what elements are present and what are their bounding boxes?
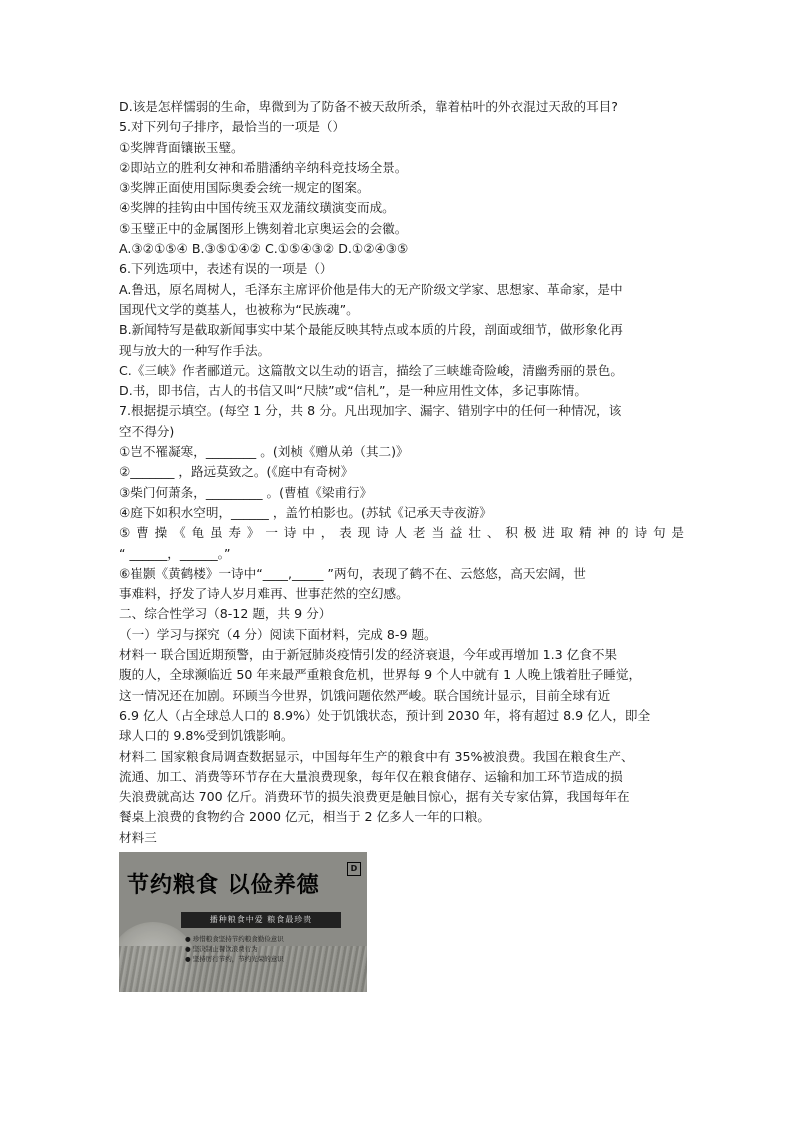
question-6-stem: 6.下列选项中，表述有误的一项是（） — [119, 261, 333, 277]
q7-blank-5-line-1: ⑤曹操《龟虽寿》一诗中，表现诗人老当益壮、积极进取精神的诗句是 — [119, 525, 684, 541]
q7-blank-4: ④庭下如积水空明，______ ，盖竹柏影也。(苏轼《记承天寺夜游》 — [119, 504, 492, 520]
poster-bullet-list — [185, 934, 345, 964]
question-7-stem-line-1: 7.根据提示填空。(每空 1 分，共 8 分。凡出现加字、漏字、错别字中的任何一种情况，该 — [119, 403, 622, 419]
material-1-line-5: 球人口的 9.8%受到饥饿影响。 — [119, 728, 294, 744]
question-5-stem: 5.对下列句子排序，最恰当的一项是（） — [119, 119, 346, 135]
material-2-line-1: 材料二 国家粮食局调查数据显示，中国每年生产的粮食中有 35%被浪费。我国在粮食生产、 — [119, 748, 634, 764]
poster-title: 节约粮食 以俭养德 — [127, 871, 320, 898]
material-1-line-4: 6.9 亿人（占全球总人口的 8.9%）处于饥饿状态，预计到 2030 年，将有超过 8.9 亿人，即全 — [119, 707, 651, 723]
q6-option-a-line-2: 国现代文学的奠基人，也被称为“民族魂”。 — [119, 301, 359, 317]
section-2-heading: 二、综合性学习（8-12 题，共 9 分） — [119, 606, 332, 622]
q7-blank-6-line-2: 事难料，抒发了诗人岁月难再、世事茫然的空幻感。 — [119, 586, 409, 602]
poster-bullet: ● 坚决制止餐饮浪费行为 — [185, 944, 258, 953]
poster-bullet: ● 坚持厉行节约，节约光荣的意识 — [185, 954, 284, 963]
q7-blank-1: ①岂不罹凝寒，________ 。(刘桢《赠从弟（其二)》 — [119, 444, 409, 460]
material-1-line-3: 这一情况还在加剧。环顾当今世界，饥饿问题依然严峻。联合国统计显示，目前全球有近 — [119, 687, 611, 703]
q7-blank-2: ②_______ ，路远莫致之。(《庭中有奇树》 — [119, 464, 354, 480]
material-3-label: 材料三 — [119, 829, 157, 845]
q5-sentence-2: ②即站立的胜利女神和希腊潘纳辛纳科竞技场全景。 — [119, 159, 408, 175]
q7-blank-3: ③柴门何萧条，_________ 。(曹植《梁甫行》 — [119, 484, 373, 500]
q7-blank-5-line-2: “ ______，______。” — [119, 545, 231, 561]
question-7-stem-line-2: 空不得分) — [119, 423, 175, 439]
material-2-line-3: 失浪费就高达 700 亿斤。消费环节的损失浪费更是触目惊心，据有关专家估算，我国每年在 — [119, 789, 630, 805]
q6-option-d: D.书，即书信，古人的书信又叫“尺牍”或“信札”，是一种应用性文体，多记事陈情。 — [119, 383, 587, 399]
q6-option-b-line-2: 现与放大的一种写作手法。 — [119, 342, 271, 358]
material-2-line-2: 流通、加工、消费等环节存在大量浪费现象，每年仅在粮食储存、运输和加工环节造成的损 — [119, 768, 623, 784]
q6-option-c: C.《三峡》作者郦道元。这篇散文以生动的语言，描绘了三峡雄奇险峻，清幽秀丽的景色。 — [119, 362, 623, 378]
q5-sentence-3: ③奖牌正面使用国际奥委会统一规定的图案。 — [119, 180, 370, 196]
q6-option-b-line-1: B.新闻特写是截取新闻事实中某个最能反映其特点或本质的片段，剖面或细节，做形象化再 — [119, 322, 623, 338]
q5-sentence-5: ⑤玉璧正中的金属图形上镌刻着北京奥运会的会徽。 — [119, 220, 408, 236]
material-2-line-4: 餐桌上浪费的食物约合 2000 亿元，相当于 2 亿多人一年的口粮。 — [119, 809, 490, 825]
q5-sentence-4: ④奖牌的挂钩由中国传统玉双龙蒲纹璜演变而成。 — [119, 200, 395, 216]
material-3-poster-image — [119, 852, 367, 992]
q5-options: A.③②①⑤④ B.③⑤①④② C.①⑤④③② D.①②④③⑤ — [119, 241, 409, 257]
poster-banner: 播种粮食中爱 粮食最珍贵 — [181, 912, 341, 928]
poster-bullet: ● 珍惜粮食坚持节约粮食勤俭意识 — [185, 934, 284, 943]
material-1-line-1: 材料一 联合国近期预警，由于新冠肺炎疫情引发的经济衰退，今年或再增加 1.3 亿食不果 — [119, 647, 618, 663]
material-1-line-2: 腹的人，全球濒临近 50 年来最严重粮食危机，世界每 9 个人中就有 1 人晚上饿着肚子睡觉， — [119, 667, 642, 683]
subsection-1-heading: （一）学习与探究（4 分）阅读下面材料，完成 8-9 题。 — [119, 626, 437, 642]
poster-mark-icon: D — [347, 862, 361, 876]
q5-sentence-1: ①奖牌背面镶嵌玉璧。 — [119, 139, 244, 155]
option-d-text: D.该是怎样懦弱的生命，卑微到为了防备不被天敌所杀，靠着枯叶的外衣混过天敌的耳目? — [119, 99, 618, 114]
q6-option-a-line-1: A.鲁迅，原名周树人，毛泽东主席评价他是伟大的无产阶级文学家、思想家、革命家，是中 — [119, 281, 623, 297]
q7-blank-6-line-1: ⑥崔颢《黄鹤楼》一诗中“____,_____ ”两句，表现了鹤不在、云悠悠，高天宏阔，世 — [119, 565, 586, 581]
document-page — [119, 97, 684, 992]
